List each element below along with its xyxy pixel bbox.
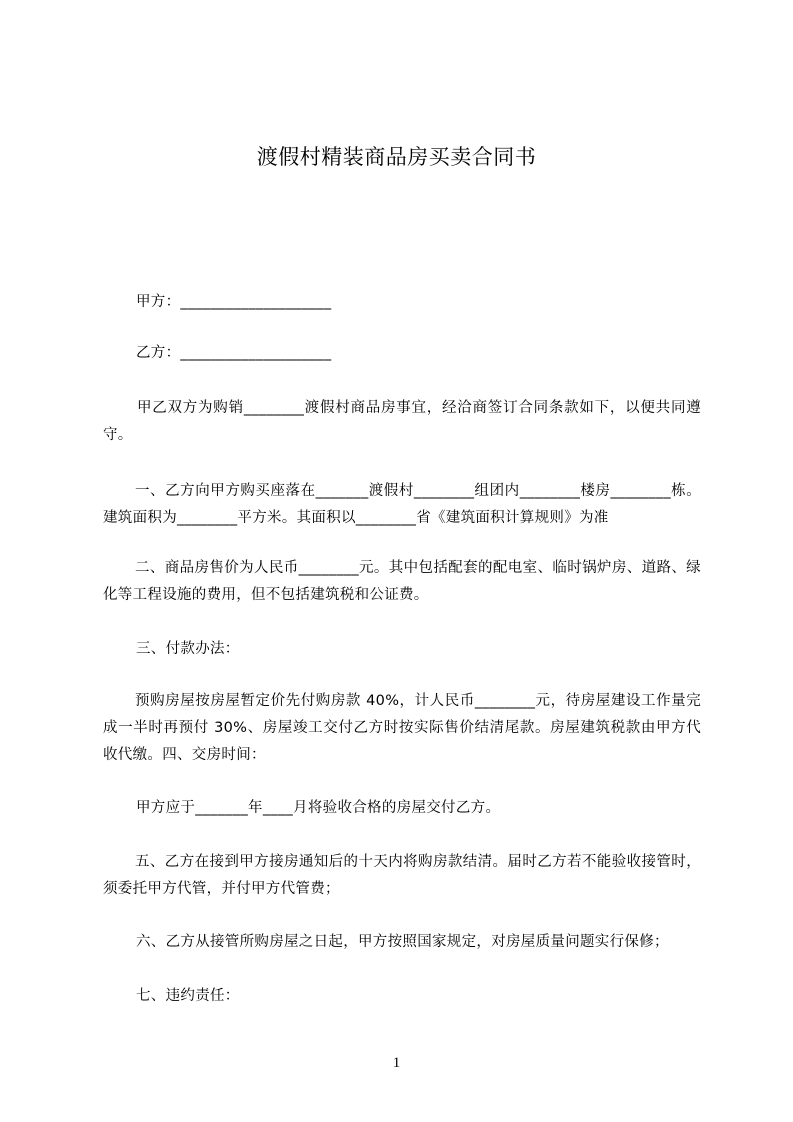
clause-7-heading-text: 七、违约责任： — [136, 988, 240, 1004]
clause-3-heading — [103, 636, 701, 663]
party-b-line — [103, 340, 701, 367]
document-title: 渡假村精装商品房买卖合同书 — [256, 145, 537, 169]
clause-4-body-text: 甲方应于_______年____月将验收合格的房屋交付乙方。 — [136, 800, 501, 816]
clause-1-paragraph: 一、乙方向甲方购买座落在_______渡假村________组团内________楼房________栋。建筑面积为________平方米。其面积以________省《建筑面积计算规则》为准 — [103, 483, 701, 526]
party-b-label: 乙方： — [136, 345, 181, 361]
party-b-blank: ____________________ — [180, 345, 332, 361]
intro-paragraph: 甲乙双方为购销________渡假村商品房事宜，经洽商签订合同条款如下，以便共同遵守。 — [103, 400, 701, 443]
party-a-blank: ____________________ — [180, 294, 332, 310]
clause-2-paragraph: 二、商品房售价为人民币________元。其中包括配套的配电室、临时锅炉房、道路、绿化等工程设施的费用，但不包括建筑税和公证费。 — [103, 560, 701, 603]
clause-7-heading — [103, 983, 701, 1010]
clause-6-paragraph — [103, 929, 701, 956]
clause-5-paragraph: 五、乙方在接到甲方接房通知后的十天内将购房款结清。届时乙方若不能验收接管时，须委托甲方代管，并付甲方代管费； — [103, 854, 701, 897]
party-a-line — [103, 289, 701, 316]
clause-3-body: 预购房屋按房屋暂定价先付购房款 40%，计人民币________元，待房屋建设工作量完成一半时再预付 30%、房屋竣工交付乙方时按实际售价结清尾款。房屋建筑税款由甲方代收代缴。四、交房时间： — [103, 693, 701, 763]
party-a-label: 甲方： — [136, 294, 181, 310]
clause-3-heading-text: 三、付款办法： — [136, 641, 240, 657]
page-number: 1 — [392, 1055, 401, 1071]
clause-6-text: 六、乙方从接管所购房屋之日起，甲方按照国家规定，对房屋质量问题实行保修； — [136, 934, 669, 950]
clause-4-body — [103, 795, 701, 822]
